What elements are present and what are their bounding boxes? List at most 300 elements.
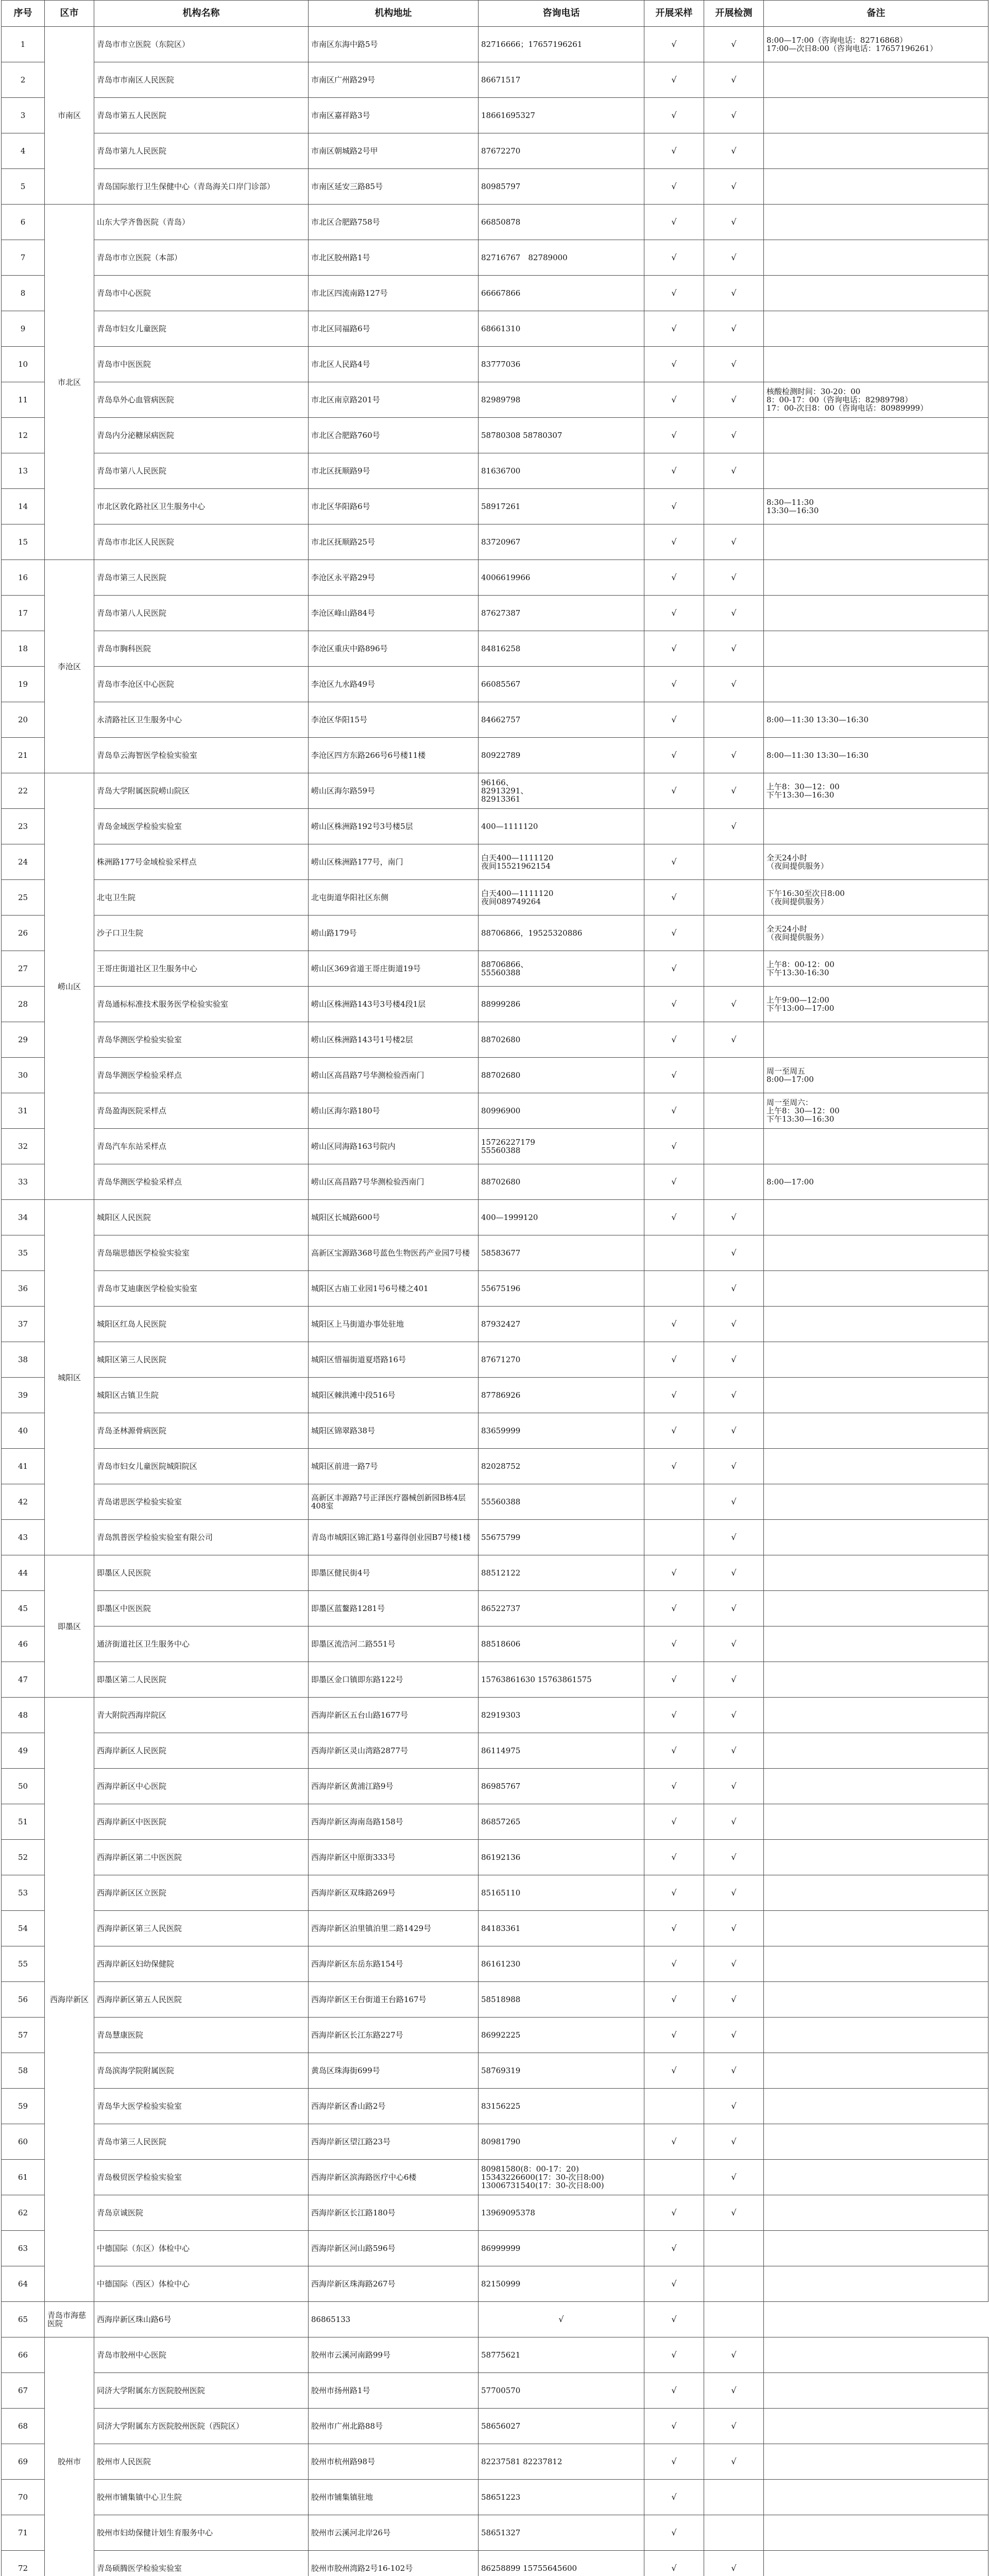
remark-cell [764,1662,988,1698]
address-cell: 西海岸新区五台山路1677号 [309,1698,479,1733]
testing-cell: √ [704,1520,764,1555]
remark-cell [764,205,988,240]
remark-cell [764,2337,988,2373]
phone-cell: 84816258 [479,631,644,667]
row-number-cell: 60 [2,2124,45,2160]
institution-name-cell: 青岛市海慈医院 [45,2302,94,2337]
testing-cell [704,2480,764,2515]
district-cell: 西海岸新区 [45,1698,94,2302]
address-cell: 市北区胶州路1号 [309,240,479,276]
testing-cell: √ [704,987,764,1022]
phone-cell: 白天400—1111120 夜间15521962154 [479,844,644,880]
remark-cell: 上午8：00-12：00 下午13:30-16:30 [764,951,988,987]
phone-cell: 88512122 [479,1555,644,1591]
sampling-cell [644,809,704,844]
remark-cell [764,667,988,702]
table-row [2,276,988,311]
testing-cell: √ [704,631,764,667]
phone-cell: 58780308 58780307 [479,418,644,453]
sampling-cell: √ [644,1911,704,1946]
phone-cell: 82150999 [479,2266,644,2302]
header-cell: 机构地址 [309,1,479,27]
phone-cell: 86992225 [479,2018,644,2053]
institution-name-cell: 青岛市中医医院 [94,347,309,382]
phone-cell: 55675196 [479,1271,644,1307]
phone-cell: 82919303 [479,1698,644,1733]
remark-cell [764,2409,988,2444]
sampling-cell: √ [644,382,704,418]
row-number-cell: 23 [2,809,45,844]
testing-cell: √ [704,1982,764,2018]
remark-cell [764,1413,988,1449]
sampling-cell: √ [644,2231,704,2266]
table-row [2,1769,988,1804]
phone-cell: 白天400—1111120 夜间089749264 [479,880,644,916]
row-number-cell: 46 [2,1626,45,1662]
sampling-cell: √ [644,1022,704,1058]
testing-cell: √ [704,560,764,596]
sampling-cell: √ [644,2018,704,2053]
sampling-cell: √ [644,169,704,205]
phone-cell: 82028752 [479,1449,644,1484]
remark-cell [764,453,988,489]
phone-cell: 80985797 [479,169,644,205]
sampling-cell: √ [644,773,704,809]
testing-cell: √ [704,1946,764,1982]
institution-name-cell: 城阳区古镇卫生院 [94,1378,309,1413]
address-cell: 胶州市扬州路1号 [309,2373,479,2409]
institution-name-cell: 中德国际（西区）体检中心 [94,2266,309,2302]
sampling-cell: √ [644,2515,704,2551]
phone-cell: 83720967 [479,524,644,560]
address-cell: 市南区朝城路2号甲 [309,133,479,169]
remark-cell [764,62,988,98]
phone-cell: 57700570 [479,2373,644,2409]
address-cell: 胶州市广州北路88号 [309,2409,479,2444]
row-number-cell: 5 [2,169,45,205]
table-row [2,1164,988,1200]
row-number-cell: 55 [2,1946,45,1982]
remark-cell [764,1946,988,1982]
phone-cell: 88706866，19525320886 [479,916,644,951]
institution-name-cell: 沙子口卫生院 [94,916,309,951]
phone-cell: 88702680 [479,1058,644,1093]
testing-cell: √ [704,596,764,631]
testing-cell: √ [704,1235,764,1271]
table-row [2,2231,988,2266]
sampling-cell: √ [644,418,704,453]
remark-cell [764,133,988,169]
remark-cell [764,2515,988,2551]
remark-cell [764,98,988,133]
table-row [2,1804,988,1840]
row-number-cell: 63 [2,2231,45,2266]
table-row [2,1342,988,1378]
table-row [2,169,988,205]
institution-name-cell: 山东大学齐鲁医院（青岛） [94,205,309,240]
phone-cell: 88999286 [479,987,644,1022]
phone-cell: 400—1999120 [479,1200,644,1235]
sampling-cell: √ [644,880,704,916]
table-row [2,1662,988,1698]
testing-cell: √ [704,1662,764,1698]
phone-cell: 58651223 [479,2480,644,2515]
phone-cell: 18661695327 [479,98,644,133]
phone-cell: 86985767 [479,1769,644,1804]
phone-cell: 86258899 15755645600 [479,2551,644,2576]
row-number-cell: 26 [2,916,45,951]
table-row [2,1840,988,1875]
testing-cell [704,880,764,916]
testing-cell: √ [704,2409,764,2444]
address-cell: 胶州市云溪河北岸26号 [309,2515,479,2551]
testing-cell: √ [704,2018,764,2053]
phone-cell: 55675799 [479,1520,644,1555]
table-row [2,738,988,773]
phone-cell: 66085567 [479,667,644,702]
testing-cell: √ [704,1733,764,1769]
sampling-cell: √ [644,1200,704,1235]
remark-cell: 8:00—17:00（咨询电话：82716868） 17:00—次日8:00（咨询电话：17657196261） [764,27,988,62]
institution-name-cell: 青岛诺思医学检验实验室 [94,1484,309,1520]
institution-name-cell: 城阳区红岛人民医院 [94,1307,309,1342]
sampling-cell: √ [644,62,704,98]
address-cell: 黄岛区珠海街699号 [309,2053,479,2089]
sampling-cell: √ [644,2480,704,2515]
table-row [2,2053,988,2089]
institution-name-cell: 青岛国际旅行卫生保健中心（青岛海关口岸门诊部） [94,169,309,205]
address-cell: 市北区抚顺路25号 [309,524,479,560]
testing-cell: √ [704,1378,764,1413]
table-row [2,560,988,596]
testing-cell: √ [704,2124,764,2160]
address-cell: 西海岸新区王台街道王台路167号 [309,1982,479,2018]
phone-cell: 66850878 [479,205,644,240]
testing-cell: √ [704,2551,764,2576]
sampling-cell: √ [644,1769,704,1804]
table-row [2,27,988,62]
table-row [2,1733,988,1769]
phone-cell: 58769319 [479,2053,644,2089]
row-number-cell: 29 [2,1022,45,1058]
remark-cell [764,809,988,844]
address-cell: 李沧区永平路29号 [309,560,479,596]
testing-cell: √ [704,773,764,809]
row-number-cell: 68 [2,2409,45,2444]
institution-name-cell: 青岛市艾迪康医学检验实验室 [94,1271,309,1307]
row-number-cell: 54 [2,1911,45,1946]
institution-name-cell: 王哥庄街道社区卫生服务中心 [94,951,309,987]
institution-name-cell: 青岛阜外心血管病医院 [94,382,309,418]
table-row [2,1555,988,1591]
row-number-cell: 51 [2,1804,45,1840]
remark-cell [764,1484,988,1520]
institution-name-cell: 青岛市第三人民医院 [94,2124,309,2160]
remark-cell [764,2018,988,2053]
institution-name-cell: 西海岸新区第二中医医院 [94,1840,309,1875]
phone-cell: 83659999 [479,1413,644,1449]
phone-cell: 55560388 [479,1484,644,1520]
address-cell: 城阳区锦翠路38号 [309,1413,479,1449]
phone-cell: 58917261 [479,489,644,524]
phone-cell: 88702680 [479,1022,644,1058]
testing-cell: √ [704,133,764,169]
remark-cell [764,2373,988,2409]
address-cell: 高新区丰源路7号正泽医疗器械创新园B栋4层408室 [309,1484,479,1520]
row-number-cell: 33 [2,1164,45,1200]
institution-name-cell: 青大附院西海岸院区 [94,1698,309,1733]
table-row [2,1378,988,1413]
institution-name-cell: 青岛市市立医院（东院区） [94,27,309,62]
phone-cell: 4006619966 [479,560,644,596]
row-number-cell: 30 [2,1058,45,1093]
phone-cell: 66667866 [479,276,644,311]
testing-cell [704,951,764,987]
phone-cell: 83156225 [479,2089,644,2124]
table-row [2,1022,988,1058]
phone-cell: 58583677 [479,1235,644,1271]
remark-cell [764,2124,988,2160]
address-cell: 城阳区上马街道办事处驻地 [309,1307,479,1342]
sampling-cell: √ [644,1804,704,1840]
sampling-cell: √ [644,1413,704,1449]
sampling-cell: √ [644,133,704,169]
row-number-cell: 35 [2,1235,45,1271]
row-number-cell: 15 [2,524,45,560]
institution-name-cell: 永清路社区卫生服务中心 [94,702,309,738]
address-cell: 市北区南京路201号 [309,382,479,418]
row-number-cell: 47 [2,1662,45,1698]
sampling-cell: √ [644,1662,704,1698]
remark-cell: 全天24小时 （夜间提供服务） [764,916,988,951]
address-cell: 崂山区株洲路143号1号楼2层 [309,1022,479,1058]
remark-cell [764,1520,988,1555]
institution-name-cell: 青岛京诚医院 [94,2195,309,2231]
remark-cell [764,418,988,453]
testing-cell: √ [704,667,764,702]
address-cell: 西海岸新区长江东路227号 [309,2018,479,2053]
testing-cell: √ [704,2160,764,2195]
phone-cell: 85165110 [479,1875,644,1911]
row-number-cell: 62 [2,2195,45,2231]
testing-cell: √ [704,311,764,347]
address-cell: 市北区合肥路758号 [309,205,479,240]
address-cell: 崂山区株洲路192号3号楼5层 [309,809,479,844]
row-number-cell: 12 [2,418,45,453]
table-row [2,2302,988,2337]
phone-cell: 81636700 [479,453,644,489]
address-cell: 即墨区健民街4号 [309,1555,479,1591]
remark-cell [764,1022,988,1058]
row-number-cell: 61 [2,2160,45,2195]
row-number-cell: 21 [2,738,45,773]
header-cell: 序号 [2,1,45,27]
institution-name-cell: 青岛市市南区人民医院 [94,62,309,98]
institution-name-cell: 青岛圣林源骨病医院 [94,1413,309,1449]
remark-cell [764,1698,988,1733]
sampling-cell: √ [644,1449,704,1484]
sampling-cell: √ [644,1378,704,1413]
sampling-cell: √ [644,596,704,631]
row-number-cell: 32 [2,1129,45,1164]
institution-table [1,0,988,2576]
institution-name-cell: 青岛通标标准技术服务医学检验实验室 [94,987,309,1022]
testing-cell: √ [704,1698,764,1733]
testing-cell [704,702,764,738]
institution-name-cell: 西海岸新区妇幼保健院 [94,1946,309,1982]
table-row [2,98,988,133]
institution-name-cell: 青岛市第五人民医院 [94,98,309,133]
institution-name-cell: 青岛市第九人民医院 [94,133,309,169]
sampling-cell: √ [644,2337,704,2373]
table-row [2,489,988,524]
testing-cell [704,2231,764,2266]
phone-cell: 86671517 [479,62,644,98]
address-cell: 崂山区高昌路7号华测检验西南门 [309,1164,479,1200]
remark-cell: 8:00—11:30 13:30—16:30 [764,702,988,738]
address-cell: 李沧区华阳15号 [309,702,479,738]
row-number-cell: 8 [2,276,45,311]
table-row [2,2195,988,2231]
address-cell: 西海岸新区河山路596号 [309,2231,479,2266]
table-row [2,1235,988,1271]
institution-name-cell: 青岛华大医学检验实验室 [94,2089,309,2124]
phone-cell: 82989798 [479,382,644,418]
header-cell: 开展采样 [644,1,704,27]
sampling-cell [644,1484,704,1520]
institution-name-cell: 西海岸新区中医医院 [94,1804,309,1840]
remark-cell [764,1307,988,1342]
institution-name-cell: 青岛凯普医学检验实验室有限公司 [94,1520,309,1555]
institution-name-cell: 同济大学附属东方医院胶州医院 [94,2373,309,2409]
sampling-cell: √ [644,205,704,240]
institution-name-cell: 青岛华测医学检验实验室 [94,1022,309,1058]
row-number-cell: 50 [2,1769,45,1804]
institution-name-cell: 青岛汽车东站采样点 [94,1129,309,1164]
sampling-cell: √ [644,951,704,987]
institution-name-cell: 青岛华测医学检验采样点 [94,1164,309,1200]
address-cell: 市北区四流南路127号 [309,276,479,311]
address-cell: 市南区东海中路5号 [309,27,479,62]
sampling-cell: √ [644,2551,704,2576]
row-number-cell: 69 [2,2444,45,2480]
phone-cell: 86865133 [309,2302,479,2337]
phone-cell: 87932427 [479,1307,644,1342]
address-cell: 李沧区重庆中路896号 [309,631,479,667]
institution-name-cell: 青岛市中心医院 [94,276,309,311]
sampling-cell: √ [644,1591,704,1626]
testing-cell: √ [704,169,764,205]
address-cell: 李沧区峰山路84号 [309,596,479,631]
phone-cell: 82237581 82237812 [479,2444,644,2480]
address-cell: 市北区华阳路6号 [309,489,479,524]
remark-cell [764,1449,988,1484]
testing-cell: √ [704,738,764,773]
sampling-cell: √ [644,1307,704,1342]
address-cell: 崂山区369省道王哥庄街道19号 [309,951,479,987]
institution-name-cell: 青岛市胶州中心医院 [94,2337,309,2373]
phone-cell: 86999999 [479,2231,644,2266]
header-cell: 机构名称 [94,1,309,27]
sampling-cell: √ [644,2373,704,2409]
institution-name-cell: 青岛市市北区人民医院 [94,524,309,560]
table-row [2,2551,988,2576]
testing-cell: √ [704,1022,764,1058]
phone-cell: 83777036 [479,347,644,382]
sampling-cell: √ [644,1698,704,1733]
address-cell: 市南区广州路29号 [309,62,479,98]
sampling-cell: √ [644,916,704,951]
address-cell: 市北区抚顺路9号 [309,453,479,489]
row-number-cell: 48 [2,1698,45,1733]
address-cell: 西海岸新区双珠路269号 [309,1875,479,1911]
sampling-cell: √ [644,347,704,382]
remark-cell [764,1129,988,1164]
table-row [2,1058,988,1093]
phone-cell: 87627387 [479,596,644,631]
table-row [2,2124,988,2160]
testing-cell [704,1058,764,1093]
row-number-cell: 41 [2,1449,45,1484]
table-row [2,809,988,844]
sampling-cell: √ [644,1840,704,1875]
table-row [2,1875,988,1911]
institution-name-cell: 即墨区人民医院 [94,1555,309,1591]
row-number-cell: 38 [2,1342,45,1378]
institution-name-cell: 青岛极贸医学检验实验室 [94,2160,309,2195]
institution-name-cell: 城阳区第三人民医院 [94,1342,309,1378]
phone-cell: 58656027 [479,2409,644,2444]
testing-cell: √ [704,1413,764,1449]
sampling-cell: √ [644,987,704,1022]
testing-cell: √ [704,1840,764,1875]
phone-cell: 80981790 [479,2124,644,2160]
address-cell: 西海岸新区长江路180号 [309,2195,479,2231]
institution-name-cell: 青岛大学附属医院崂山院区 [94,773,309,809]
institution-name-cell: 青岛市李沧区中心医院 [94,667,309,702]
testing-cell: √ [704,27,764,62]
institution-name-cell: 即墨区第二人民医院 [94,1662,309,1698]
table-row [2,2444,988,2480]
row-number-cell: 64 [2,2266,45,2302]
remark-cell: 全天24小时 （夜间提供服务） [764,844,988,880]
testing-cell: √ [704,809,764,844]
sampling-cell: √ [644,1982,704,2018]
sampling-cell: √ [644,2124,704,2160]
institution-name-cell: 同济大学附属东方医院胶州医院（西院区） [94,2409,309,2444]
address-cell: 西海岸新区灵山湾路2877号 [309,1733,479,1769]
row-number-cell: 45 [2,1591,45,1626]
row-number-cell: 37 [2,1307,45,1342]
table-row [2,1946,988,1982]
sampling-cell: √ [644,702,704,738]
phone-cell: 86161230 [479,1946,644,1982]
table-row [2,62,988,98]
row-number-cell: 36 [2,1271,45,1307]
table-row [2,1200,988,1235]
address-cell: 胶州市铺集镇驻地 [309,2480,479,2515]
table-row [2,524,988,560]
remark-cell [764,311,988,347]
row-number-cell: 52 [2,1840,45,1875]
table-row [2,631,988,667]
phone-cell: 80981580(8：00-17：20) 15343226600(17：30-次日8:00) 13006731540(17：30-次日8:00) [479,2160,644,2195]
table-row [2,1129,988,1164]
sampling-cell: √ [644,453,704,489]
testing-cell: √ [704,382,764,418]
testing-cell: √ [704,98,764,133]
testing-cell: √ [704,1342,764,1378]
